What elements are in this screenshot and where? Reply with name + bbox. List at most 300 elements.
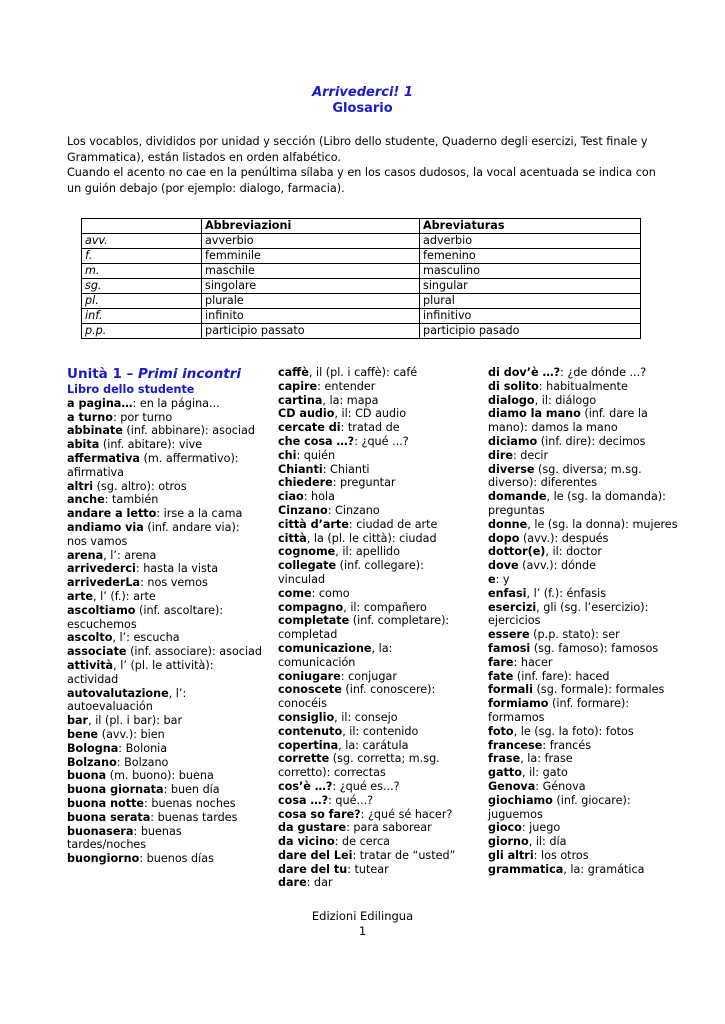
entry-translation: : francés [542,738,592,752]
entry-headword: domande [488,490,547,504]
entry-translation: (inf. abbinare): asociad [122,424,255,438]
entry-translation: (m. buono): buena [106,769,214,783]
entry-translation: : irse a la cama [156,507,243,521]
entry-headword: altri [67,479,94,493]
entry-translation: : decir [512,448,549,462]
entry-headword: fare [488,655,514,669]
entry-translation: : también [104,493,159,507]
glossary-entry [278,504,473,518]
glossary-entry [488,463,688,491]
entry-headword: compagno [278,600,344,614]
abbreviations-table [81,218,641,339]
glossary-entry [488,490,688,518]
table-cell: avverbio [202,234,420,249]
glossary-entry [67,811,262,825]
table-cell: inf. [82,309,202,324]
glossary-entry [278,752,473,780]
glossary-entry [488,780,688,794]
table-cell: m. [82,264,202,279]
entry-headword: dopo [488,531,520,545]
entry-translation: : ciudad de arte [348,517,438,531]
glossary-entry [278,821,473,835]
glossary-entry [278,780,473,794]
table-cell: masculino [420,264,641,279]
entry-headword: anche [67,493,105,507]
entry-translation: , il: diálogo [534,393,597,407]
table-row [82,249,641,264]
entry-translation: : ¿qué sé hacer? [360,807,453,821]
glossary-entry [278,394,473,408]
entry-headword: CD audio [278,407,335,421]
entry-translation: , il: apellido [335,545,400,559]
entry-translation: (inf. dire): decimos [537,434,646,448]
entry-translation: , l’ (f.): arte [93,589,156,603]
entry-headword: come [278,586,312,600]
entry-translation: : los otros [533,848,589,862]
glossary-entry [67,590,262,604]
entry-translation: (inf. andare via): nos vamos [67,520,240,548]
entry-headword: arrivederci [67,562,136,576]
entry-translation: (inf. formare): formamos [488,697,630,724]
entry-translation: : buen día [163,783,220,797]
glossary-entry [67,783,262,797]
glossary-entry [488,380,688,394]
glossary-entry [488,835,688,849]
entry-translation: (inf. completare): completad [278,614,450,642]
table-row [82,234,641,249]
glossary-entry [278,407,473,421]
table-cell: plural [420,294,641,309]
glossary-entry [278,794,473,808]
entry-headword: di solito [488,379,539,393]
entry-translation: , il: doctor [545,545,603,559]
glossary-entry [488,683,688,697]
entry-translation: , la: mapa [322,393,379,407]
entry-headword: formali [488,683,533,697]
entry-headword: diciamo [488,434,538,448]
entry-translation: (inf. fare): haced [513,669,610,683]
glossary-entry [278,835,473,849]
entry-translation: : ¿qué es...? [332,779,400,793]
entry-translation: (sg. famoso): famosos [530,641,659,655]
glossary-entry [278,435,473,449]
glossary-column-3 [488,366,688,876]
entry-headword: arte [67,589,94,603]
entry-translation: : nos vemos [140,576,208,590]
entry-translation: (sg. altro): otros [93,479,187,493]
entry-translation: : por turno [112,410,173,424]
entry-headword: attività [67,658,114,672]
glossary-entry [67,687,262,715]
glossary-entry [67,452,262,480]
entry-translation: (avv.): después [519,531,609,545]
glossary-entry [488,449,688,463]
glossary-entry [67,411,262,425]
glossary-entry [67,631,262,645]
entry-translation: , il (pl. i caffè): café [308,366,418,379]
entry-headword: associate [67,645,127,659]
table-cell: pl. [82,294,202,309]
entry-headword: esercizi [488,600,537,614]
glossary-entry [278,587,473,601]
entry-translation: : hola [303,490,335,504]
entry-headword: capire [278,379,318,393]
entry-translation: : buenas noches [144,796,236,810]
table-cell: adverbio [420,234,641,249]
entry-translation: : tutear [347,862,389,876]
table-cell: maschile [202,264,420,279]
entry-translation: , il (pl. i bar): bar [88,714,183,728]
entry-translation: , l’ (f.): énfasis [526,586,607,600]
entry-headword: diverse [488,462,535,476]
glossary-entry [488,766,688,780]
entry-translation: , il: CD audio [334,407,407,421]
glossary-entry [488,697,688,725]
entry-translation: , il: compañero [343,600,427,614]
entry-translation: : juego [521,821,561,835]
entry-translation: (p.p. stato): ser [529,628,620,642]
entry-headword: dare [278,876,307,890]
entry-translation: : de cerca [334,835,390,849]
entry-headword: abita [67,438,100,452]
table-cell: p.p. [82,324,202,339]
table-cell: f. [82,249,202,264]
glossary-entry [67,438,262,452]
glossary-entry [67,604,262,632]
glossary-entry [67,521,262,549]
entry-headword: conoscete [278,683,342,697]
entry-headword: dialogo [488,393,535,407]
entry-translation: , la: gramática [563,862,645,876]
glossary-entry [488,794,688,822]
entry-translation: , la: comunicación [278,641,393,669]
glossary-entry [278,863,473,877]
glossary-entry [278,614,473,642]
glossary-entry [278,711,473,725]
glossary-entry [278,876,473,890]
entry-translation: : preguntar [332,476,396,490]
entry-translation: , il: gato [521,766,568,780]
table-cell: femenino [420,249,641,264]
entry-translation: : Bolzano [116,755,169,769]
entry-headword: bene [67,727,99,741]
glossary-entry [488,407,688,435]
glossary-entry [67,493,262,507]
section-title: Libro dello studente [67,383,195,396]
entry-translation: : tratad de [340,421,400,435]
entry-headword: comunicazione [278,641,372,655]
entry-headword: città d’arte [278,517,349,531]
entry-headword: consiglio [278,710,335,724]
entry-headword: dottor(e) [488,545,546,559]
unit-number: Unità 1 – [67,366,139,382]
glossary-entry [488,752,688,766]
entry-headword: donne [488,517,528,531]
entry-headword: e [488,572,496,586]
entry-headword: cosa so fare? [278,807,361,821]
entry-headword: andare a letto [67,507,157,521]
glossary-entry [488,545,688,559]
entry-headword: dare del tu [278,862,348,876]
glossary-entry [278,849,473,863]
publisher-footer: Edizioni Edilingua [311,909,414,923]
entry-headword: cos’è …? [278,779,333,793]
table-row [82,264,641,279]
entry-headword: città [278,531,307,545]
glossary-entry [278,532,473,546]
glossary-entry [67,852,262,866]
table-row [82,279,641,294]
entry-headword: che cosa …? [278,434,355,448]
entry-headword: gioco [488,821,522,835]
entry-translation: : como [311,586,350,600]
entry-headword: buongiorno [67,852,140,866]
entry-translation: , il: consejo [334,710,398,724]
table-cell: sg. [82,279,202,294]
entry-headword: cartina [278,393,323,407]
table-row [82,294,641,309]
entry-translation: (inf. associare): asociad [126,645,263,659]
entry-headword: famosi [488,641,531,655]
entry-translation: , le (sg. la donna): mujeres [527,517,678,531]
glossary-entry [278,380,473,394]
glossary-entry [278,545,473,559]
entry-headword: buona [67,769,107,783]
entry-headword: chiedere [278,476,333,490]
glossary-entry [278,490,473,504]
glossary-column-2 [278,366,473,890]
entry-headword: contenuto [278,724,343,738]
document-subtitle: Glosario [332,101,393,116]
entry-headword: buonasera [67,824,134,838]
entry-translation: (sg. corretta; m.sg. corretto): correctas [278,752,440,780]
entry-headword: affermativa [67,451,140,465]
glossary-entry [488,601,688,629]
glossary-entry [67,507,262,521]
entry-translation: : ¿qué ...? [354,434,409,448]
glossary-entry [488,394,688,408]
entry-headword: giorno [488,835,529,849]
entry-headword: caffè [278,366,309,379]
entry-headword: ciao [278,490,304,504]
table-row [82,309,641,324]
glossary-entry [67,645,262,659]
table-cell: infinito [202,309,420,324]
entry-headword: autovalutazione [67,686,169,700]
entry-headword: arena [67,548,104,562]
entry-translation: : hasta la vista [135,562,219,576]
glossary-entry [67,549,262,563]
entry-translation: : dar [306,876,333,890]
entry-headword: bar [67,714,89,728]
entry-translation: , la: frase [520,752,573,766]
table-cell: participio pasado [420,324,641,339]
entry-headword: cercate di [278,421,341,435]
entry-translation: , l’: escucha [112,631,180,645]
glossary-entry [488,532,688,546]
entry-headword: dare del Lei [278,848,353,862]
entry-headword: dire [488,448,513,462]
glossary-entry [278,642,473,670]
intro-paragraph-1: Los vocablos, divididos por unidad y sección (Libro dello studente, Quaderno degli esercizi, Test finale y Grammatica), están listados en orden alfabético. [67,135,648,164]
entry-translation: : Cinzano [327,503,380,517]
entry-headword: Chianti [278,462,323,476]
glossary-entry [67,825,262,853]
entry-translation: (sg. formale): formales [532,683,665,697]
glossary-entry [67,714,262,728]
table-row [82,324,641,339]
entry-headword: buona serata [67,810,151,824]
table-header-cell: Abreviaturas [420,219,641,234]
glossary-entry [67,797,262,811]
entry-translation: , l’: autoevaluación [67,686,187,714]
page-number: 1 [358,924,367,938]
entry-headword: corrette [278,752,330,766]
glossary-entry [488,435,688,449]
entry-translation: : Bolonia [118,741,168,755]
entry-translation: : tratar de “usted” [352,848,456,862]
entry-translation: , le (sg. la foto): fotos [513,724,634,738]
glossary-entry [67,659,262,687]
entry-headword: essere [488,628,530,642]
glossary-column-1 [67,366,262,866]
entry-headword: dove [488,559,519,573]
glossary-entry [278,670,473,684]
glossary-entry [67,424,262,438]
entry-translation: , la: carátula [338,738,409,752]
glossary-entry [67,397,262,411]
entry-translation: (sg. diversa; m.sg. diverso): diferentes [488,462,642,490]
glossary-entry [278,463,473,477]
entry-translation: : buenos días [139,852,214,866]
entry-translation: : para saborear [346,821,432,835]
glossary-entry [488,587,688,601]
entries-list [67,397,262,866]
glossary-entry [488,670,688,684]
entry-translation: : qué...? [328,793,374,807]
table-header-cell: Abbreviazioni [202,219,420,234]
entry-headword: coniugare [278,669,341,683]
entry-translation: , il: contenido [342,724,419,738]
entry-headword: frase [488,752,521,766]
entry-translation: : entender [317,379,376,393]
unit-name: Primi incontri [138,366,242,382]
entry-translation: , le (sg. la domanda): preguntas [488,490,666,517]
glossary-entry [488,725,688,739]
glossary-entry [67,576,262,590]
entry-headword: arrivederLa [67,576,141,590]
intro-text [67,134,659,196]
glossary-entry [488,642,688,656]
entry-headword: ascoltiamo [67,603,136,617]
entry-headword: da vicino [278,835,335,849]
entry-headword: chi [278,448,297,462]
glossary-entry [488,573,688,587]
glossary-entry [278,449,473,463]
entry-translation: : en la página... [132,396,220,410]
table-header-row [82,219,641,234]
entry-translation: (avv.): dónde [518,559,596,573]
entry-headword: copertina [278,738,339,752]
entry-headword: diamo la mano [488,407,581,421]
entry-translation: : ¿de dónde ...? [560,366,647,379]
glossary-entry [278,559,473,587]
glossary-entry [278,725,473,739]
entries-list [278,366,473,890]
glossary-entry [278,366,473,380]
table-cell: avv. [82,234,202,249]
table-cell: femminile [202,249,420,264]
entry-headword: Bologna [67,741,119,755]
table-cell: participio passato [202,324,420,339]
entry-translation: (inf. collegare): vinculad [278,559,424,586]
entry-translation: : hacer [513,655,553,669]
entry-translation: , il: día [528,835,567,849]
entry-headword: giochiamo [488,793,553,807]
entry-headword: buona giornata [67,783,164,797]
entry-translation: (inf. abitare): vive [99,438,203,452]
entry-translation: : buenas tardes/noches [67,824,182,852]
entry-translation: : habitualmente [538,379,628,393]
entry-translation: : Chianti [322,462,370,476]
entry-headword: completate [278,614,350,628]
entry-translation: (inf. conoscere): conocéis [278,683,436,711]
glossary-entry [488,863,688,877]
entry-headword: francese [488,738,543,752]
glossary-entry [67,756,262,770]
intro-paragraph-2: Cuando el acento no cae en la penúltima sílaba y en los casos dudosos, la vocal acentuada se indica con un guión debajo (por ejemplo: dialogo, farmacia). [67,166,656,195]
entry-headword: buona notte [67,796,145,810]
unit-title [67,366,262,383]
entry-translation: : buenas tardes [150,810,238,824]
entry-headword: abbinate [67,424,123,438]
entry-translation: , la (pl. le città): ciudad [306,531,437,545]
entry-translation: (inf. giocare): juguemos [488,793,631,821]
glossary-entry [488,849,688,863]
entry-translation: : Génova [535,779,586,793]
entry-headword: fate [488,669,514,683]
entry-headword: enfasi [488,586,527,600]
glossary-entry [488,518,688,532]
glossary-entry [278,739,473,753]
glossary-entry [67,769,262,783]
table-cell: plurale [202,294,420,309]
entry-headword: da gustare [278,821,347,835]
table-cell: infinitivo [420,309,641,324]
entry-headword: collegate [278,559,337,573]
entry-translation: (avv.): bien [98,727,165,741]
entry-headword: cognome [278,545,336,559]
glossary-entry [488,821,688,835]
entry-translation: : conjugar [340,669,397,683]
entry-translation: (inf. ascoltare): escuchemos [67,603,224,631]
entry-headword: ascolto [67,631,113,645]
table-cell: singular [420,279,641,294]
glossary-entry [278,421,473,435]
table-cell: singolare [202,279,420,294]
entry-headword: Bolzano [67,755,117,769]
entry-headword: gli altri [488,848,534,862]
entry-translation: , gli (sg. l’esercizio): ejercicios [488,600,649,628]
entry-headword: formiamo [488,697,549,711]
glossary-entry [488,739,688,753]
entry-translation: : quién [296,448,336,462]
glossary-entry [278,476,473,490]
entry-headword: gatto [488,766,522,780]
entry-headword: cosa …? [278,793,329,807]
entry-headword: foto [488,724,514,738]
entry-headword: Genova [488,779,536,793]
